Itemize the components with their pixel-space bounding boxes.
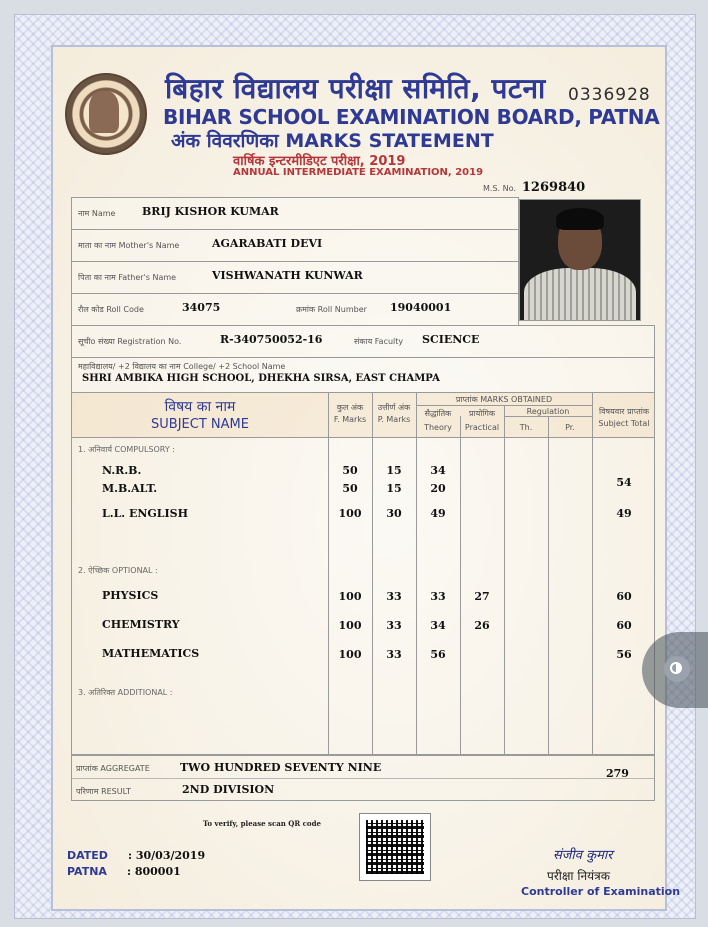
certificate-inner [51,45,681,911]
name-label: नाम Name [78,209,116,218]
college-label: महाविद्यालय/ +2 विद्यालय का नाम College/ +2 School Name [78,362,286,371]
practical-hindi: प्रायोगिक [468,409,496,418]
pass-marks: 33 [386,619,402,632]
controller-title-english: Controller of Examination [521,885,681,898]
name-row [71,197,519,229]
subject-name: MATHEMATICS [102,647,200,660]
aggregate-words: TWO HUNDRED SEVENTY NINE [180,761,382,774]
board-title-english: BIHAR SCHOOL EXAMINATION BOARD, PATNA [163,105,660,129]
subject-total: 60 [616,619,632,632]
full-marks: 100 [338,507,362,520]
mother-label: माता का नाम Mother's Name [78,241,180,250]
aggregate-label: प्राप्तांक AGGREGATE [76,764,150,773]
father-value: VISHWANATH KUNWAR [212,269,363,282]
theory-marks: 34 [430,464,446,477]
subject-header-english: SUBJECT NAME [151,417,249,432]
regulation-practical: Pr. [565,423,575,432]
aggregate-block [71,755,655,801]
roll-number-value: 19040001 [390,301,452,314]
full-marks: 100 [338,619,362,632]
dated-block [67,849,205,878]
subject-total: 60 [616,590,632,603]
roll-code-label: रौल कोड Roll Code [78,305,144,314]
roll-number-label: क्रमांक Roll Number [296,305,367,314]
marks-table-body [71,438,655,755]
full-marks-hindi: कुल अंक [336,403,364,412]
subject-name: M.B.ALT. [102,482,158,495]
registration-row [71,325,655,357]
regulation-theory: Th. [519,423,533,432]
subject-total: 49 [616,507,632,520]
theory-marks: 20 [430,482,446,495]
marks-obtained-header: प्राप्तांक MARKS OBTAINED [455,395,553,404]
subject-header-hindi: विषय का नाम [164,399,236,415]
practical-english: Practical [464,423,500,432]
statement-title: अंक विवरणिका MARKS STATEMENT [171,130,494,152]
father-row [71,261,519,293]
theory-marks: 34 [430,619,446,632]
patna-label: PATNA [67,865,107,878]
roll-code-value: 34075 [182,301,221,314]
college-row [71,357,655,392]
student-photo [519,199,641,321]
pass-marks: 33 [386,590,402,603]
exam-title-hindi: वार्षिक इन्टरमीडिएट परीक्षा, 2019 [233,154,406,169]
regulation-header: Regulation [526,407,570,416]
full-marks: 50 [342,464,358,477]
theory-hindi: सैद्धांतिक [424,409,452,418]
mother-value: AGARABATI DEVI [212,237,323,250]
roll-row [71,293,519,325]
faculty-value: SCIENCE [422,333,480,346]
section-optional: 2. ऐच्छिक OPTIONAL : [78,566,158,575]
full-marks: 100 [338,648,362,661]
dated-label: DATED [67,849,108,862]
verify-text: To verify, please scan QR code [203,819,321,828]
pass-marks: 15 [386,464,402,477]
board-seal-icon [65,73,147,155]
result-label: परिणाम RESULT [76,787,131,796]
registration-label: सूचीo संख्या Registration No. [78,337,182,346]
subject-name: PHYSICS [102,589,159,602]
controller-title-hindi: परीक्षा नियंत्रक [547,869,610,883]
combined-total: 54 [616,476,632,489]
practical-marks: 27 [474,590,490,603]
pass-marks: 33 [386,648,402,661]
full-marks: 100 [338,590,362,603]
ms-number-value: 1269840 [521,180,586,195]
college-value: SHRI AMBIKA HIGH SCHOOL, DHEKHA SIRSA, EAST CHAMPA [82,373,440,384]
full-marks: 50 [342,482,358,495]
subject-name: CHEMISTRY [102,618,180,631]
subject-total: 56 [616,648,632,661]
subject-name: N.R.B. [102,464,142,477]
pass-marks: 30 [386,507,402,520]
section-compulsory: 1. अनिवार्य COMPULSORY : [78,445,175,454]
serial-number: 0336928 [568,85,651,105]
name-value: BRIJ KISHOR KUMAR [142,205,279,218]
father-label: पिता का नाम Father's Name [78,273,177,282]
controller-signature: संजीव कुमार [553,848,613,863]
ms-number [483,180,585,195]
theory-marks: 56 [430,648,446,661]
theory-marks: 33 [430,590,446,603]
result-value: 2ND DIVISION [182,783,275,796]
pass-marks: 15 [386,482,402,495]
faculty-label: संकाय Faculty [354,337,404,346]
full-marks-english: F. Marks [333,415,367,424]
theory-english: Theory [424,423,452,432]
pass-marks-english: P. Marks [377,415,411,424]
dated-value: : 30/03/2019 [127,849,206,862]
contrast-icon [664,656,690,682]
marks-statement-paper [14,14,696,919]
board-title-hindi: बिहार विद्यालय परीक्षा समिति, पटना [165,72,546,105]
patna-value: : 800001 [126,865,181,878]
theory-marks: 49 [430,507,446,520]
ms-number-label: M.S. No. [483,184,516,193]
subject-total-hindi: विषयवार प्राप्तांक [599,407,649,416]
subject-name: L.L. ENGLISH [102,507,189,520]
pass-marks-hindi: उत्तीर्ण अंक [377,403,411,412]
exam-title-english: ANNUAL INTERMEDIATE EXAMINATION, 2019 [233,167,484,178]
qr-code-icon [359,813,431,881]
contrast-toggle-button[interactable] [642,632,708,708]
certificate-header [53,47,665,197]
registration-value: R-340750052-16 [220,333,323,346]
mother-row [71,229,519,261]
aggregate-value: 279 [606,767,629,780]
practical-marks: 26 [474,619,490,632]
marks-table-header [71,392,655,438]
subject-total-english: Subject Total [598,419,650,428]
section-additional: 3. अतिरिक्त ADDITIONAL : [78,688,173,697]
